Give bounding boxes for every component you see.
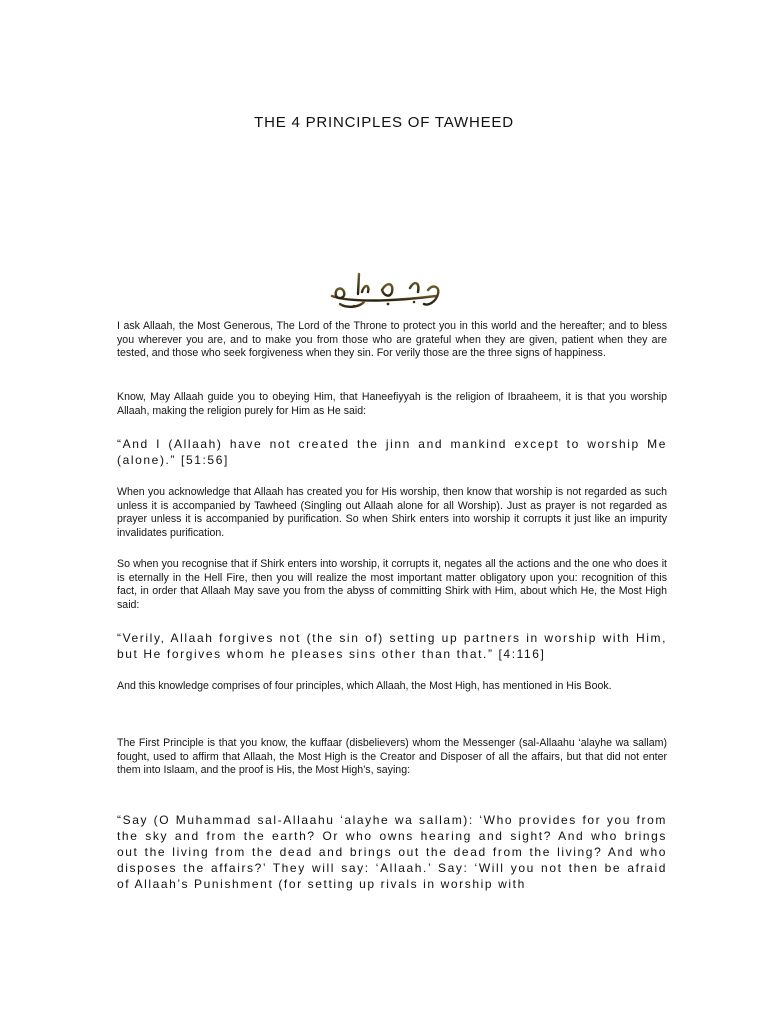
document-title: THE 4 PRINCIPLES OF TAWHEED (254, 114, 514, 131)
paragraph-four-principles: And this knowledge comprises of four principles, which Allaah, the Most High, has mentioned in His Book. (117, 680, 612, 692)
paragraph-shirk-corrupts: So when you recognise that if Shirk enters into worship, it corrupts it, negates all the actions and the one who does it is eternally in the Hell Fire, then you will realize the most important matter obligatory upon you: recognition of this fact, in order that Allaah May save you from the abyss of committing Shirk with Him, about which He, the Most High said: (117, 558, 667, 611)
quote-51-56: “And I (Allaah) have not created the jinn and mankind except to worship Me (alone).” [51:56] (117, 437, 667, 467)
quote-say-o-muhammad: “Say (O Muhammad sal-Allaahu ‘alayhe wa sallam): ‘Who provides for you from the sky and from the earth? Or who owns hearing and sight? And who brings out the living from the dead and brings out the dead from the living? And who disposes the affairs?’ They will say: ‘Allaah.’ Say: ‘Will you not then be afraid of Allaah’s Punishment (for setting up rivals in worship with (117, 813, 667, 891)
paragraph-haneefiyyah: Know, May Allaah guide you to obeying Him, that Haneefiyyah is the religion of Ibraaheem, it is that you worship Allaah, making the religion purely for Him as He said: (117, 391, 667, 417)
paragraph-worship-tawheed: When you acknowledge that Allaah has created you for His worship, then know that worship is not regarded as such unless it is accompanied by Tawheed (Singling out Allaah alone for all Worship). Just as prayer is not regarded as prayer unless it is accompanied by purification. So when Shirk enters into worship it corrupts it just like an impurity invalidates purification. (117, 486, 667, 539)
paragraph-first-principle: The First Principle is that you know, the kuffaar (disbelievers) whom the Messenger (sal-Allaahu ‘alayhe wa sallam) fought, used to affirm that Allaah, the Most High is the Creator and Disposer of all the affairs, but that did not enter them into Islaam, and the proof is His, the Most High’s, saying: (117, 737, 667, 777)
basmala-calligraphy-icon (328, 266, 444, 310)
paragraph-introduction: I ask Allaah, the Most Generous, The Lord of the Throne to protect you in this world and the hereafter; and to bless you wherever you are, and to make you from those who are grateful when they are given, patient when they are tested, and those who seek forgiveness when they sin. For verily those are the three signs of happiness. (117, 320, 667, 360)
quote-4-116: “Verily, Allaah forgives not (the sin of) setting up partners in worship with Him, but He forgives whom he pleases sins other than that.” [4:116] (117, 631, 667, 661)
